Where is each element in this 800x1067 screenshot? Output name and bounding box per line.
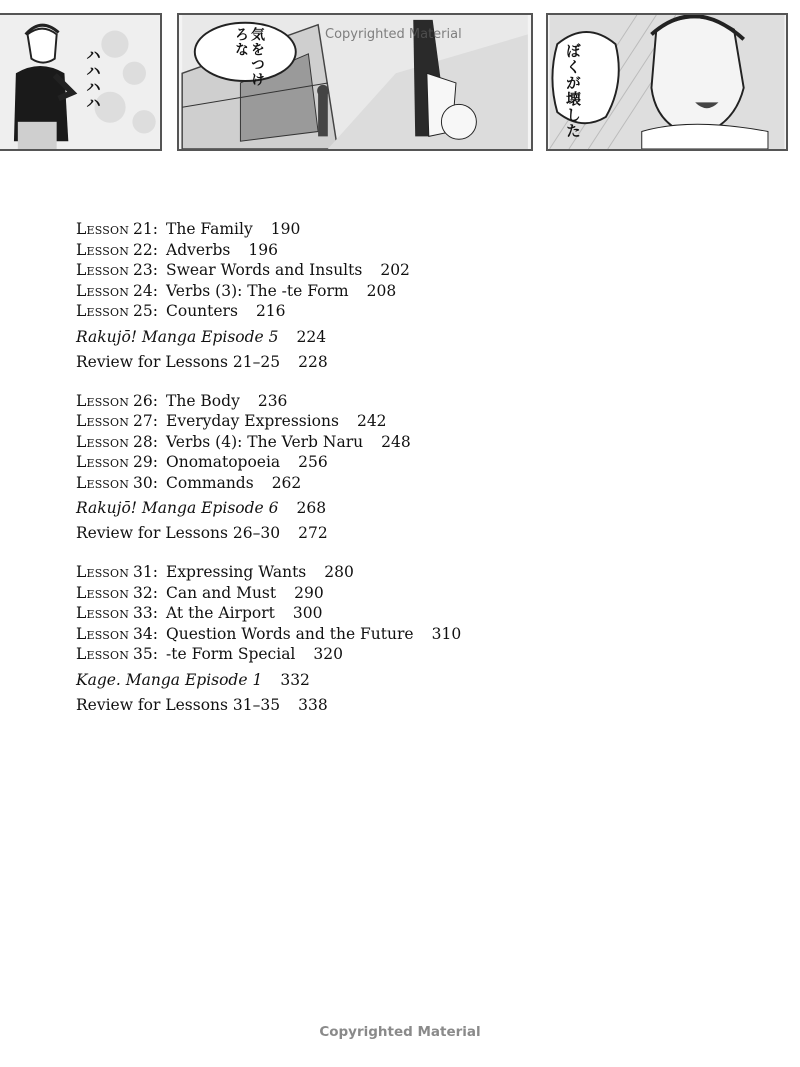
toc-entry-lesson-28[interactable] bbox=[76, 432, 461, 453]
boy-pointing-illustration bbox=[0, 15, 160, 149]
manga-panel-1 bbox=[0, 13, 162, 151]
review-title: Review for Lessons 31–35 bbox=[76, 695, 281, 714]
review-title: Review for Lessons 21–25 bbox=[76, 352, 281, 371]
toc-entry-lesson-24[interactable] bbox=[76, 281, 461, 302]
lesson-word: Lesson bbox=[76, 645, 130, 663]
page-number: 338 bbox=[298, 695, 328, 714]
toc-entry-manga-episode[interactable] bbox=[76, 670, 461, 690]
lesson-title: Adverbs bbox=[166, 240, 231, 259]
lesson-word: Lesson bbox=[76, 604, 130, 622]
page-number: 332 bbox=[280, 670, 310, 689]
lesson-number: 32: bbox=[133, 583, 158, 602]
lesson-word: Lesson bbox=[76, 412, 130, 430]
page-number: 268 bbox=[296, 499, 327, 517]
lesson-word: Lesson bbox=[76, 453, 130, 471]
page-number: 320 bbox=[313, 645, 343, 663]
lesson-title: Onomatopoeia bbox=[166, 453, 281, 471]
toc-entry-review[interactable] bbox=[76, 523, 461, 543]
toc-entry-lesson-32[interactable] bbox=[76, 583, 461, 604]
lesson-title: At the Airport bbox=[166, 604, 275, 622]
page-number: 256 bbox=[298, 453, 328, 471]
page-number: 242 bbox=[356, 412, 387, 430]
toc-entry-lesson-22[interactable] bbox=[76, 240, 461, 261]
lesson-title: Commands bbox=[166, 473, 254, 492]
lesson-title: Swear Words and Insults bbox=[166, 261, 363, 279]
toc-group-lessons-21-25 bbox=[76, 219, 461, 372]
toc-entry-lesson-35[interactable] bbox=[76, 644, 461, 665]
lesson-word: Lesson bbox=[76, 281, 130, 300]
lesson-number: 23: bbox=[133, 261, 158, 279]
toc-entry-lesson-34[interactable] bbox=[76, 624, 461, 645]
toc-entry-lesson-25[interactable] bbox=[76, 301, 461, 322]
lesson-number: 25: bbox=[133, 302, 158, 320]
lesson-word: Lesson bbox=[76, 563, 130, 581]
lesson-word: Lesson bbox=[76, 240, 130, 259]
episode-title: Rakujō! Manga Episode 5 bbox=[76, 327, 279, 346]
lesson-title: -te Form Special bbox=[166, 645, 296, 663]
page-number: 190 bbox=[270, 220, 301, 238]
lesson-title: Can and Must bbox=[166, 583, 277, 602]
toc-entry-review[interactable] bbox=[76, 695, 461, 715]
lesson-number: 27: bbox=[133, 412, 158, 430]
page-number: 224 bbox=[296, 327, 327, 346]
sound-effect-text: ハハハハ bbox=[84, 47, 102, 111]
page-number: 216 bbox=[255, 302, 286, 320]
speech-bubble-text: 気をつけろな bbox=[233, 27, 265, 87]
toc-entry-lesson-30[interactable] bbox=[76, 473, 461, 494]
lesson-word: Lesson bbox=[76, 391, 130, 410]
toc-entry-lesson-29[interactable] bbox=[76, 452, 461, 473]
shocked-boy-illustration bbox=[548, 15, 786, 149]
page-number: 310 bbox=[431, 624, 462, 643]
page-number: 202 bbox=[380, 261, 410, 279]
episode-title: Rakujō! Manga Episode 6 bbox=[76, 499, 279, 517]
lesson-number: 35: bbox=[133, 645, 158, 663]
lesson-word: Lesson bbox=[76, 220, 130, 238]
lesson-number: 29: bbox=[133, 453, 158, 471]
lesson-word: Lesson bbox=[76, 583, 130, 602]
speech-bubble-text: ぼくが壊した bbox=[564, 43, 582, 139]
page-number: 280 bbox=[324, 563, 354, 581]
page-number: 208 bbox=[366, 281, 397, 300]
lesson-word: Lesson bbox=[76, 473, 130, 492]
toc-entry-lesson-31[interactable] bbox=[76, 562, 461, 583]
lesson-number: 21: bbox=[133, 220, 158, 238]
toc-entry-review[interactable] bbox=[76, 352, 461, 372]
lesson-title: Verbs (4): The Verb Naru bbox=[166, 432, 364, 451]
page-number: 196 bbox=[248, 240, 278, 259]
lesson-number: 33: bbox=[133, 604, 158, 622]
page-number: 236 bbox=[257, 391, 288, 410]
lesson-title: Verbs (3): The -te Form bbox=[166, 281, 349, 300]
episode-title: Kage. Manga Episode 1 bbox=[76, 670, 263, 689]
lesson-title: The Body bbox=[166, 391, 240, 410]
lesson-number: 28: bbox=[133, 432, 158, 451]
review-title: Review for Lessons 26–30 bbox=[76, 524, 281, 542]
page-number: 248 bbox=[381, 432, 411, 451]
lesson-word: Lesson bbox=[76, 624, 130, 643]
lesson-title: Expressing Wants bbox=[166, 563, 307, 581]
lesson-number: 30: bbox=[133, 473, 158, 492]
page-number: 262 bbox=[271, 473, 302, 492]
page-number: 290 bbox=[294, 583, 324, 602]
lesson-word: Lesson bbox=[76, 432, 130, 451]
toc-entry-lesson-23[interactable] bbox=[76, 260, 461, 281]
toc-entry-lesson-33[interactable] bbox=[76, 603, 461, 624]
manga-panel-3 bbox=[546, 13, 788, 151]
toc-entry-lesson-26[interactable] bbox=[76, 391, 461, 412]
lesson-title: The Family bbox=[166, 220, 253, 238]
lesson-number: 22: bbox=[133, 240, 158, 259]
lesson-number: 26: bbox=[133, 391, 158, 410]
toc-entry-manga-episode[interactable] bbox=[76, 327, 461, 347]
page-number: 300 bbox=[292, 604, 323, 622]
page-number: 272 bbox=[298, 524, 328, 542]
lesson-number: 31: bbox=[133, 563, 158, 581]
page-number: 228 bbox=[298, 352, 328, 371]
lesson-word: Lesson bbox=[76, 302, 130, 320]
lesson-number: 34: bbox=[133, 624, 158, 643]
toc-entry-lesson-21[interactable] bbox=[76, 219, 461, 240]
lesson-word: Lesson bbox=[76, 261, 130, 279]
copyright-footer: Copyrighted Material bbox=[319, 1024, 481, 1040]
toc-entry-lesson-27[interactable] bbox=[76, 411, 461, 432]
lesson-number: 24: bbox=[133, 281, 158, 300]
lesson-title: Everyday Expressions bbox=[166, 412, 339, 430]
toc-group-lessons-31-35 bbox=[76, 562, 461, 715]
table-of-contents bbox=[76, 219, 461, 734]
toc-entry-manga-episode[interactable] bbox=[76, 498, 461, 518]
toc-group-lessons-26-30 bbox=[76, 391, 461, 544]
manga-panel-2 bbox=[177, 13, 533, 151]
lesson-title: Counters bbox=[166, 302, 238, 320]
watermark-text: Copyrighted Material bbox=[325, 27, 462, 42]
lesson-title: Question Words and the Future bbox=[166, 624, 414, 643]
